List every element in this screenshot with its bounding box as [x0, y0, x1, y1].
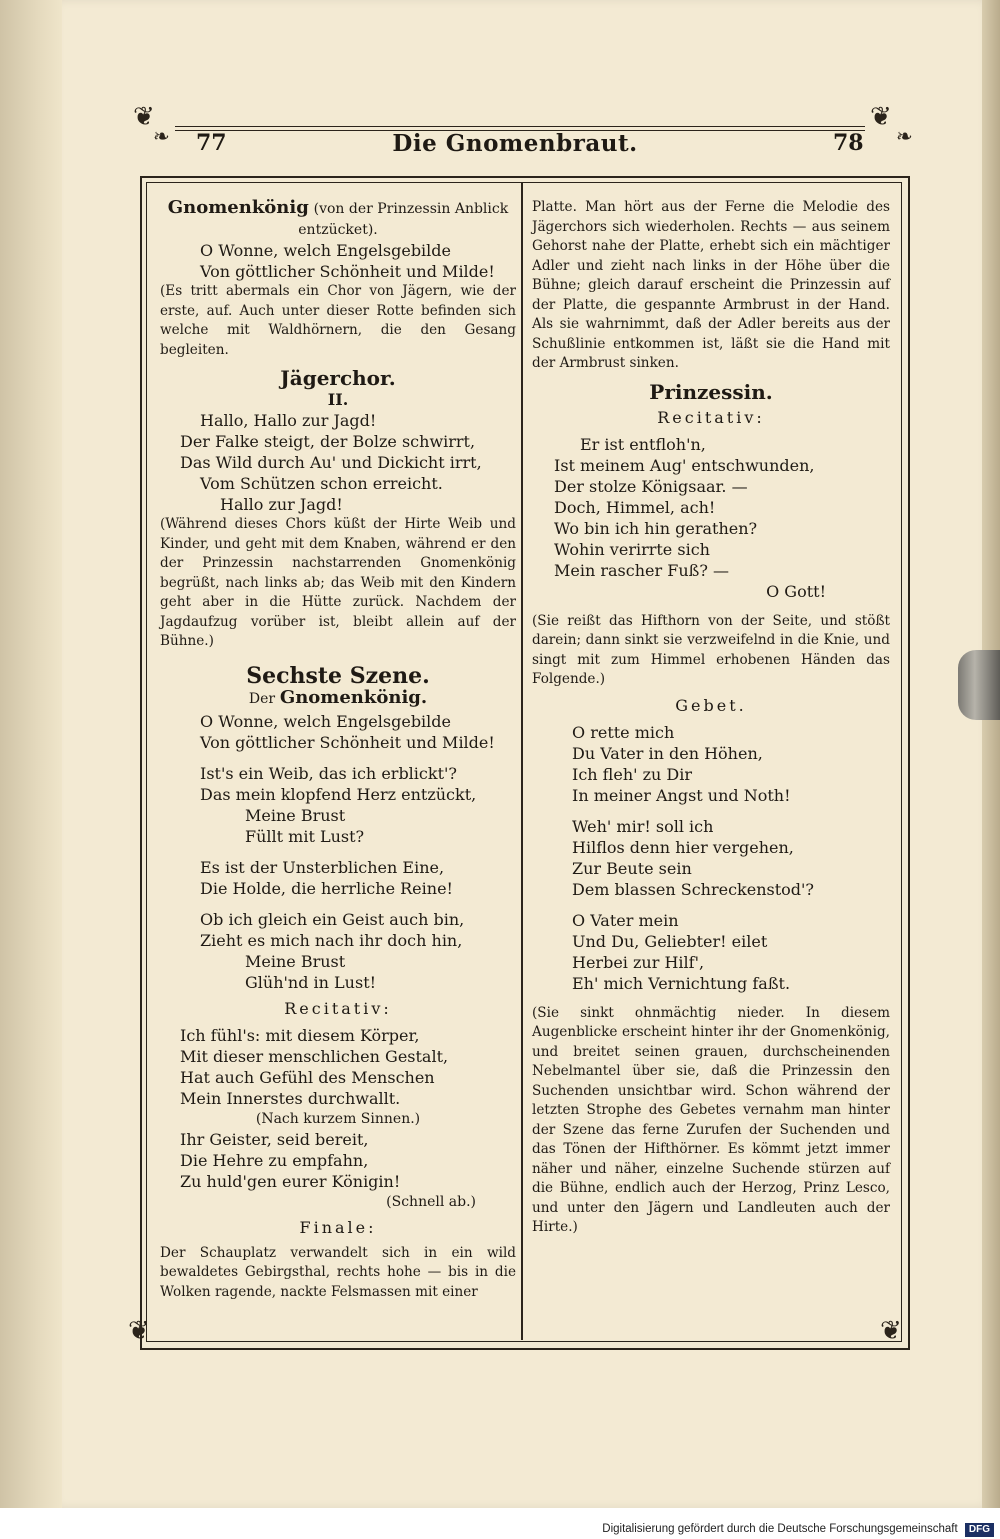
recitativ-heading: Recitativ:	[284, 998, 392, 1018]
verse-line: Vom Schützen schon erreicht.	[200, 474, 443, 493]
ornament-icon: ❦	[128, 1316, 150, 1346]
verse-line: In meiner Angst und Noth!	[572, 785, 791, 805]
ornament-icon: ❧	[896, 124, 913, 148]
verse-line: Füllt mit Lust?	[245, 826, 365, 846]
verse-line: Du Vater in den Höhen,	[572, 743, 763, 763]
verse-line: Von göttlicher Schönheit und Milde!	[200, 262, 495, 281]
ornament-icon: ❦	[870, 102, 892, 132]
stage-direction: (Nach kurzem Sinnen.)	[255, 1110, 421, 1127]
ornament-icon: ❧	[153, 124, 170, 148]
ornament-icon: ❦	[880, 1316, 902, 1346]
stage-direction: (Es tritt abermals ein Chor von Jägern, wie der erste, auf. Auch unter dieser Rotte befinden sich welche mit Waldhörnern, die den Gesang begleiten.	[160, 283, 516, 358]
section-heading: Jägerchor.	[280, 366, 396, 390]
stage-direction: (Während dieses Chors küßt der Hirte Weib und Kinder, und geht mit dem Knaben, während er den der Prinzessin nachstarrenden Gnomenkönig begrüßt, nach links ab; das Weib mit den Kindern geht aber in die Hütte zurück. Nachdem der Jagdaufzug vorüber ist, bleibt allein auf der Bühne.)	[160, 516, 516, 649]
verse-line: Das Wild durch Au' und Dickicht irrt,	[180, 453, 482, 472]
verse-line: Weh' mir! soll ich	[572, 816, 714, 836]
right-column	[532, 198, 890, 1238]
verse-line: Die Holde, die herrliche Reine!	[200, 878, 453, 898]
verse-line: Hallo zur Jagd!	[220, 495, 343, 514]
digitization-credit	[600, 1520, 1000, 1539]
metal-clasp	[958, 650, 1000, 720]
verse-line: Es ist der Unsterblichen Eine,	[200, 857, 445, 877]
scene-speaker-line	[160, 688, 516, 709]
section-number: II.	[327, 390, 349, 409]
verse-line: Mein Innerstes durchwallt.	[180, 1088, 401, 1108]
dfg-logo: DFG	[965, 1523, 994, 1537]
scene-title: Sechste Szene.	[246, 662, 430, 689]
speaker-heading: Prinzessin.	[649, 379, 773, 404]
recitativ-heading: Recitativ:	[657, 407, 765, 427]
gebet-heading: Gebet.	[675, 695, 747, 715]
verse-line: Hallo, Hallo zur Jagd!	[200, 411, 377, 430]
verse-line: Wohin verirrte sich	[554, 539, 710, 559]
verse-line: Zu huld'gen eurer Königin!	[180, 1171, 401, 1191]
verse-line: Hilflos denn hier vergehen,	[572, 837, 794, 857]
scene-der: Der	[248, 690, 276, 707]
verse-line: Von göttlicher Schönheit und Milde!	[200, 732, 495, 752]
verse-line: Ist's ein Weib, das ich erblickt'?	[200, 763, 457, 783]
verse-line: Herbei zur Hilf',	[572, 952, 705, 972]
verse-line: Eh' mich Vernichtung faßt.	[572, 973, 791, 993]
verse-line: O Wonne, welch Engelsgebilde	[200, 711, 451, 731]
verse-line: O Wonne, welch Engelsgebilde	[200, 241, 451, 260]
column-divider	[521, 183, 523, 1340]
verse-line: Zur Beute sein	[572, 858, 692, 878]
stage-direction: (Sie reißt das Hifthorn von der Seite, und stößt darein; dann sinkt sie verzweifelnd in die Knie, und singt mit zum Himmel erhobenen Händen das Folgende.)	[532, 612, 890, 687]
verse-line: Hat auch Gefühl des Menschen	[180, 1067, 435, 1087]
verse-line: O Gott!	[766, 581, 826, 601]
credit-text: Digitalisierung gefördert durch die Deutsche Forschungsgemeinschaft	[602, 1523, 958, 1535]
verse-line: Der stolze Königsaar. —	[554, 476, 748, 496]
stage-direction: Platte. Man hört aus der Ferne die Melodie des Jägerchors sich wiederholen. Rechts — aus seinem Gehorst nahe der Platte, erhebt sich ein mächtiger Adler und zieht nach links in der Höhe über die Bühne; gleich darauf erscheint die Prinzessin auf der Platte, die gespannte Armbrust in der Hand. Als sie wahrnimmt, daß der Adler bereits aus der Schußlinie entkommen ist, läßt sie die Hand mit der Armbrust sinken.	[532, 199, 890, 371]
running-title: Die Gnomenbraut.	[392, 130, 638, 157]
verse-line: O Vater mein	[572, 910, 679, 930]
verse-line: Meine Brust	[245, 805, 346, 825]
verse-line: Wo bin ich hin gerathen?	[554, 518, 758, 538]
verse-line: Er ist entfloh'n,	[580, 434, 706, 454]
left-column	[160, 198, 516, 1302]
verse-line: Dem blassen Schreckenstod'?	[572, 879, 814, 899]
verse-line: Zieht es mich nach ihr doch hin,	[200, 930, 463, 950]
verse-line: Und Du, Geliebter! eilet	[572, 931, 768, 951]
verse-line: Das mein klopfend Herz entzückt,	[200, 784, 477, 804]
page-edge	[982, 0, 1000, 1508]
stage-direction: (Sie sinkt ohnmächtig nieder. In diesem Augenblicke erscheint hinter ihr der Gnomenkönig, und breitet seinen grauen, durchscheinenden Nebelmantel über sie, daß die Prinzessin den Suchenden unsichtbar wird. Schon während der letzten Strophe des Gebetes vernahm man hinter der Szene das ferne Zurufen der Suchenden und das Tönen der Hifthörner. Es kömmt jetzt immer näher und näher, einzelne Suchende stürzen auf die Bühne, endlich auch der Herzog, Prinz Lesco, und unter den Jägern und Landleuten auch der Hirte.)	[532, 1004, 890, 1235]
speaker-name: Gnomenkönig.	[279, 686, 428, 708]
verse-line: Mit dieser menschlichen Gestalt,	[180, 1046, 449, 1066]
verse-line: Doch, Himmel, ach!	[554, 497, 716, 517]
page-number-left: 77	[196, 130, 227, 156]
verse-line: Ich fühl's: mit diesem Körper,	[180, 1025, 420, 1045]
verse-line: Der Falke steigt, der Bolze schwirrt,	[180, 432, 476, 451]
book-spine	[0, 0, 62, 1508]
verse-line: Ich fleh' zu Dir	[572, 764, 693, 784]
stage-direction: (von der Prinzessin Anblick entzücket).	[298, 201, 509, 238]
page-number-right: 78	[833, 130, 864, 156]
verse-line: Die Hehre zu empfahn,	[180, 1150, 369, 1170]
stage-direction: Der Schauplatz verwandelt sich in ein wild bewaldetes Gebirgsthal, rechts hohe — bis in die Wolken ragende, nackte Felsmassen mit einer	[160, 1244, 516, 1300]
ornament-icon: ❦	[133, 102, 155, 132]
stage-direction: (Schnell ab.)	[386, 1193, 476, 1210]
finale-heading: Finale:	[299, 1217, 377, 1237]
verse-line: Glüh'nd in Lust!	[245, 972, 377, 992]
speaker-name: Gnomenkönig	[167, 197, 309, 218]
verse-line: Ob ich gleich ein Geist auch bin,	[200, 909, 465, 929]
verse-line: O rette mich	[572, 722, 675, 742]
speaker-line	[160, 198, 516, 240]
verse-line: Ihr Geister, seid bereit,	[180, 1129, 369, 1149]
verse-line: Mein rascher Fuß? —	[554, 560, 729, 580]
verse-line: Meine Brust	[245, 951, 346, 971]
verse-line: Ist meinem Aug' entschwunden,	[554, 455, 815, 475]
